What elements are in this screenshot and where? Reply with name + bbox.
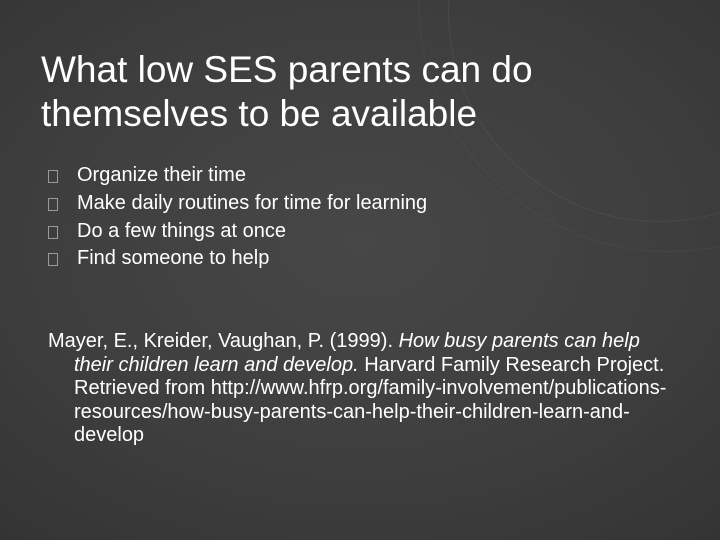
- missing-glyph-box-icon: [48, 226, 58, 239]
- slide-title: What low SES parents can do themselves to be available: [41, 49, 533, 134]
- citation-publisher: Harvard Family Research Project. Retrieved from http://www.hfrp.org/family-involvement/publications-resources/how-busy-parents-can-help-their-children-learn-and-develop: [74, 353, 667, 446]
- bullet-text: Organize their time: [77, 164, 246, 187]
- citation-authors: Mayer, E., Kreider, Vaughan, P. (1999).: [48, 330, 399, 352]
- bullet-item: [48, 162, 427, 190]
- bullet-item: [48, 245, 427, 273]
- bullet-text: Find someone to help: [77, 247, 270, 270]
- missing-glyph-box-icon: [48, 170, 58, 183]
- missing-glyph-box-icon: [48, 198, 58, 211]
- bullet-item: [48, 217, 427, 245]
- bullet-item: [48, 190, 427, 218]
- citation: [48, 330, 674, 448]
- missing-glyph-box-icon: [48, 253, 58, 266]
- citation-work-title: How busy parents can help their children learn and develop.: [74, 330, 640, 376]
- bullet-text: Do a few things at once: [77, 219, 287, 242]
- bullet-text: Make daily routines for time for learning: [77, 192, 428, 215]
- bullet-list: [48, 162, 427, 273]
